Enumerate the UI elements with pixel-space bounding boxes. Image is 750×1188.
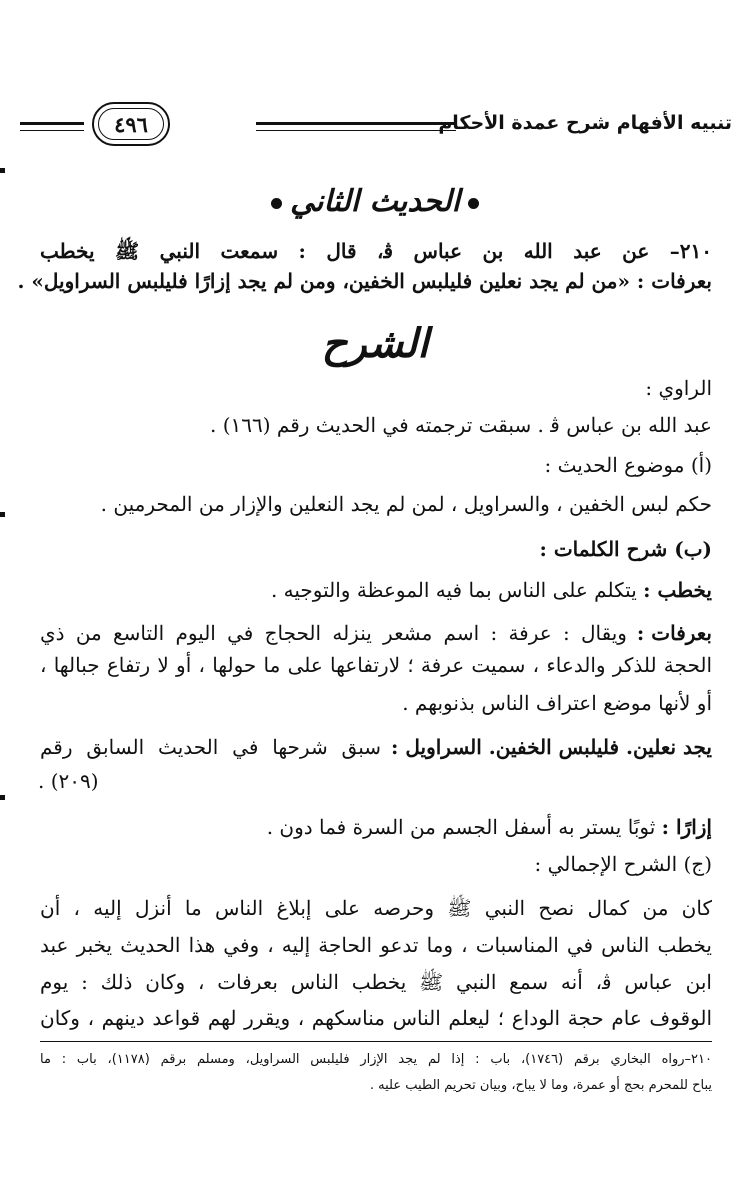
bullet-dot-icon	[468, 198, 479, 209]
header-rule-right	[256, 122, 456, 125]
hadith-line-1: ٢١٠– عن عبد الله بن عباس ﭬ، قال : سمعت النبي ﷺ يخطب	[40, 239, 712, 263]
header-rule-left-thin	[20, 130, 84, 131]
hadith-title	[0, 184, 750, 219]
scan-edge-mark	[0, 795, 5, 800]
footnote-line-1: ٢١٠–رواه البخاري برقم (١٧٤٦)، باب : إذا لم يجد الإزار فليلبس السراويل، ومسلم برقم (١١٧٨)، باب : ما	[40, 1052, 712, 1067]
def-izar: ثوبًا يستر به أسفل الجسم من السرة فما دون .	[266, 815, 656, 839]
footnote-line-2: يباح للمحرم بحج أو عمرة، وما لا يباح، وبيان تحريم الطيب عليه .	[369, 1078, 712, 1093]
def-yajid-line-2: (٢٠٩) .	[38, 769, 99, 793]
summary-line-4: الوقوف عام حجة الوداع ؛ ليعلم الناس مناسكهم ، ويقرر لهم قواعد دينهم ، وكان	[40, 1006, 712, 1030]
header-rule-left	[20, 122, 84, 125]
header-rule-right-thin	[256, 130, 456, 131]
word-yajid-line-1	[40, 732, 712, 762]
def-arafat-line-3: أو لأنها موضع اعتراف الناس بذنوبهم .	[402, 691, 712, 715]
term-izar: إزارًا :	[661, 815, 712, 839]
summary-line-3: ابن عباس ﭬ، أنه سمع النبي ﷺ يخطب الناس بعرفات ، وكان ذلك : يوم	[40, 970, 712, 994]
bullet-dot-icon	[271, 198, 282, 209]
narrator-heading: الراوي :	[645, 376, 712, 400]
word-izar	[40, 812, 712, 842]
narrator-text: عبد الله بن عباس ﭬ . سبقت ترجمته في الحديث رقم (١٦٦) .	[209, 413, 712, 437]
book-title: تنبيه الأفهام شرح عمدة الأحكام	[438, 112, 732, 134]
word-yakhtub	[40, 575, 712, 605]
term-arafat: بعرفات :	[636, 621, 712, 645]
summary-heading: (ج) الشرح الإجمالي :	[534, 852, 712, 876]
summary-line-1: كان من كمال نصح النبي ﷺ وحرصه على إبلاغ الناس ما أنزل إليه ، أن	[40, 896, 712, 920]
words-heading: (ب) شرح الكلمات :	[539, 537, 712, 561]
term-yakhtub: يخطب :	[643, 578, 712, 602]
term-yajid: يجد نعلين. فليلبس الخفين. السراويل :	[391, 735, 712, 759]
hadith-title-text: الحديث الثاني	[290, 184, 460, 219]
def-arafat-line-1: ويقال : عرفة : اسم مشعر ينزله الحجاج في اليوم التاسع من ذي	[40, 621, 627, 645]
summary-line-2: يخطب الناس في المناسبات ، وما تدعو الحاجة إليه ، وفي هذا الحديث يخبر عبد	[40, 933, 712, 957]
word-arafat-line-1	[40, 618, 712, 648]
topic-heading: (أ) موضوع الحديث :	[544, 453, 712, 477]
page-number-badge	[92, 102, 170, 146]
def-yakhtub: يتكلم على الناس بما فيه الموعظة والتوجيه .	[270, 578, 637, 602]
hadith-line-2: بعرفات : «من لم يجد نعلين فليلبس الخفين، ومن لم يجد إزارًا فليلبس السراويل» .	[17, 269, 712, 293]
scan-edge-mark	[0, 512, 5, 517]
topic-text: حكم لبس الخفين ، والسراويل ، لمن لم يجد النعلين والإزار من المحرمين .	[100, 492, 712, 516]
scan-edge-mark	[0, 168, 5, 173]
def-arafat-line-2: الحجة للذكر والدعاء ، سميت عرفة ؛ لارتفاعها على ما حولها ، أو لا رتفاع جبالها ،	[40, 653, 712, 677]
page-number: ٤٩٦	[114, 112, 148, 137]
page-header	[20, 100, 732, 152]
def-yajid-line-1: سبق شرحها في الحديث السابق رقم	[40, 735, 382, 759]
sharh-title: الشرح	[321, 320, 429, 367]
footnote-rule	[40, 1041, 712, 1042]
